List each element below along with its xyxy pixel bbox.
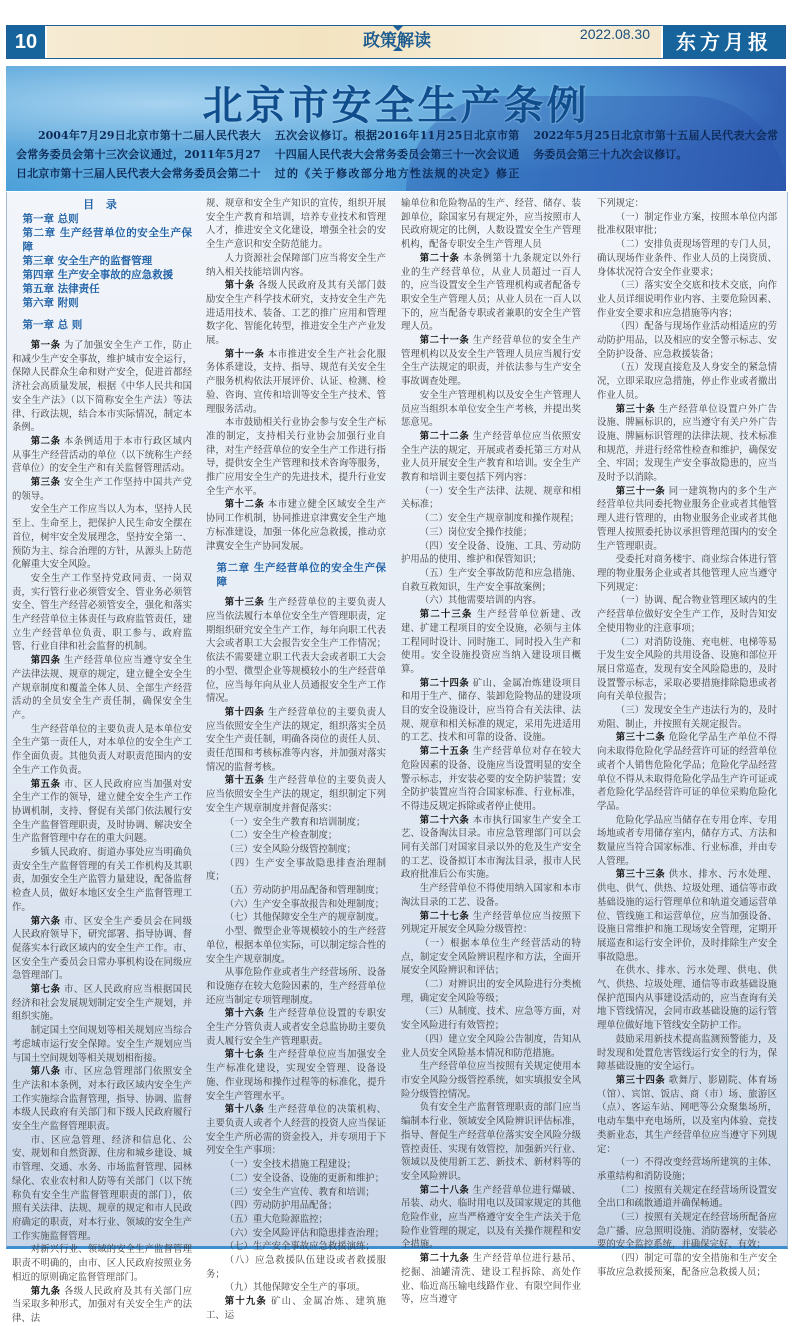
clause-number: 第三条 <box>30 477 61 489</box>
clause-text: 供水、排水、污水处理、供电、供气、供热、垃圾处理、通信等市政基础设施的运行管理单位和轨道交通运营单位、管线施工和运营单位，应当加强设备、设施日常维护和施工现场安全管理，定期开展巡查和运行安全评价，及时排除生产安全事故隐患。 <box>597 869 777 963</box>
article-clause <box>12 339 192 435</box>
clause-text: 生产经营单位应当遵守安全生产法律法规、规章的规定，建立健全安全生产规章制度和覆盖全体人员、全部生产经营活动的全员安全生产责任制，确保安全生产。 <box>12 655 192 721</box>
clause-text: （一）安全技术措施工程建设； <box>224 1159 357 1171</box>
clause-number: 第二十二条 <box>419 430 470 442</box>
list-item <box>597 279 777 320</box>
clause-text: 危险化学品生产单位不得向未取得危险化学品经营许可证的经营单位或者个人销售危险化学品；危险化学品经营单位不得从未取得危险化学品生产许可证或者危险化学品经营许可证的单位采购危险化学品。 <box>597 732 777 812</box>
clause-number: 第九条 <box>30 1285 61 1297</box>
clause-text: 生产经营单位不得使用纳入国家和本市淘汰目录的工艺、设备。 <box>401 883 581 908</box>
clause-text: （五）劳动防护用品配备和管理制度； <box>224 885 385 897</box>
paragraph <box>401 197 581 252</box>
toc-item: 第三章 安全生产的监督管理 <box>22 255 153 267</box>
article-clause <box>206 1295 386 1322</box>
clause-number: 第三十一条 <box>615 485 666 497</box>
clause-text: 生产经营单位应当按照有关规定使用本市安全风险分级管控系统，如实填报安全风险分级管控情况。 <box>401 1061 581 1100</box>
clause-text: 为了加强安全生产工作，防止和减少生产安全事故，维护城市安全运行，保障人民群众生命和财产安全，促进首都经济社会高质量发展，根据《中华人民共和国安全生产法》（以下简称安全生产法）等法律、行政法规，结合本市实际情况，制定本条例。 <box>12 340 192 434</box>
clause-text: 下列规定： <box>597 198 644 209</box>
column-text <box>206 197 386 1323</box>
article-clause <box>12 1065 192 1134</box>
paragraph <box>401 1101 581 1183</box>
paragraph <box>12 1024 192 1065</box>
clause-number: 第二十一条 <box>419 335 470 347</box>
clause-number: 第十四条 <box>224 706 265 718</box>
article-clause <box>401 334 581 389</box>
clause-text: （四）制定可靠的安全措施和生产安全事故应急救援预案，配备应急救援人员； <box>597 1253 777 1278</box>
article-clause <box>206 706 386 775</box>
list-item <box>206 1254 386 1281</box>
article-clause <box>206 1103 386 1158</box>
list-item <box>401 485 581 512</box>
list-item <box>401 512 581 526</box>
list-item <box>206 829 386 843</box>
article-column-2 <box>206 197 386 1323</box>
clause-text: （二）安全生产规章制度和操作规程； <box>419 513 580 525</box>
clause-text: 生产经营单位进行悬吊、挖掘、油罐清洗、建设工程拆除、高处作业、临近高压输电线路作业、有限空间作业等，应当遵守 <box>401 1253 581 1306</box>
toc-item: 第二章 生产经营单位的安全生产保障 <box>22 227 192 253</box>
article-clause <box>12 654 192 723</box>
clause-text: （四）配备与现场作业活动相适应的劳动防护用品，以及相应的安全警示标志、安全防护设备、应急救援装备； <box>597 321 777 360</box>
clause-text: 生产经营单位应当按照下列规定开展安全风险分级管控： <box>401 910 581 936</box>
clause-number: 第三十条 <box>615 403 656 415</box>
clause-text: 市、区应急管理部门依照安全生产法和本条例，对本行政区域内安全生产工作实施综合监督管理，指导、协调、监督本级人民政府有关部门和下级人民政府履行安全生产监督管理职责。 <box>12 1066 192 1133</box>
clause-number: 第十一条 <box>224 348 265 360</box>
clause-text: 生产经营单位设置户外广告设施、牌匾标识的，应当遵守有关户外广告设施、牌匾标识管理的法律法规、技术标准和规范，并进行经常性检查和维护，确保安全、牢固；发现生产安全事故隐患的，应当及时予以消除。 <box>597 403 777 484</box>
section-name: 政策解读 <box>307 26 487 51</box>
list-item <box>597 594 777 635</box>
clause-number: 第二十四条 <box>419 677 470 689</box>
article-clause <box>401 677 581 746</box>
clause-text: 市、区安全生产委员会在同级人民政府领导下，研究部署、指导协调、督促落实本行政区域内的安全生产工作。市、区安全生产委员会日常办事机构设在同级应急管理部门。 <box>12 915 192 982</box>
article-clause <box>12 778 192 847</box>
chapter-heading: 第一章 总 则 <box>22 319 83 331</box>
clause-text: （一）制定作业方案，按照本单位内部批准权限审批； <box>597 211 777 237</box>
article-clause <box>206 774 386 815</box>
article-clause <box>597 868 777 964</box>
article-clause <box>401 252 581 334</box>
clause-text: （一）不得改变经营场所建筑的主体、承重结构和消防设施； <box>597 1157 777 1182</box>
clause-number: 第十七条 <box>224 1049 265 1061</box>
clause-text: 本市执行国家生产安全工艺、设备淘汰目录。市应急管理部门可以会同有关部门对国家目录以外的危及生产安全的工艺、设备拟订本市淘汰目录，报市人民政府批准后公布实施。 <box>401 814 581 881</box>
clause-text: 本市鼓励相关行业协会参与安全生产标准的制定，支持相关行业协会加强行业自律，对生产经营单位的安全生产工作进行指导，提供安全生产管理和技术咨询等服务，推广应用安全生产的先进技术，提升行业安全生产水平。 <box>206 417 386 497</box>
clause-text: 矿山、金属冶炼建设项目和用于生产、储存、装卸危险物品的建设项目的安全设施设计，应当符合有关法律、法规、规章和相关标准的规定，采用先进适用的工艺、技术和可靠的设备、设施。 <box>401 677 581 744</box>
article-clause <box>401 1252 581 1307</box>
clause-number: 第二十八条 <box>419 1184 470 1196</box>
list-item <box>401 978 581 1005</box>
clause-text: 人力资源社会保障部门应当将安全生产纳入相关技能培训内容。 <box>206 252 386 278</box>
list-item <box>597 361 777 402</box>
clause-text: （五）生产安全事故防范和应急措施、自救互救知识，生产安全事故案例； <box>401 567 581 593</box>
clause-text: （五）发现直接危及人身安全的紧急情况，立即采取应急措施，停止作业或者撤出作业人员。 <box>597 362 777 401</box>
paragraph <box>12 846 192 915</box>
paragraph <box>206 925 386 966</box>
article-clause <box>206 1048 386 1103</box>
clause-text: 鼓励采用新技术提高监测预警能力，及时发现和处置危害管线运行安全的行为，保障基础设施的安全运行。 <box>597 1033 777 1073</box>
clause-number: 第一条 <box>30 340 61 351</box>
clause-number: 第十三条 <box>224 597 265 609</box>
clause-text: （二）安全设备、设施的更新和维护； <box>224 1172 385 1184</box>
paragraph <box>597 1033 777 1074</box>
paragraph <box>597 964 777 1033</box>
toc-item: 第一章 总则 <box>22 213 79 225</box>
clause-number: 第三十四条 <box>615 1075 666 1086</box>
paragraph <box>401 1060 581 1101</box>
clause-text: （三）按照有关规定在经营场所配备应急广播、应急照明设施、消防器材，安装必要的安全监控系统，并确保完好、有效； <box>597 1212 777 1251</box>
clause-number: 第七条 <box>30 984 61 996</box>
list-item <box>206 1281 386 1295</box>
article-clause <box>12 983 192 1024</box>
clause-number: 第二十七条 <box>419 910 470 922</box>
clause-text: （一）安全生产教育和培训制度； <box>224 816 366 828</box>
article-clause <box>597 485 777 554</box>
intro-paragraph: 2004年7月29日北京市第十二届人民代表大会常务委员会第十三次会议通过，2011年5月27日北京市第十三届人民代表大会常务委员会第二十五次会议修订。根据2016年11月25日北京市第十四届人民代表大会常务委员会第三十一次会议通过的《关于修改部分地方性法规的决定》修正2022年5月25日北京市第十五届人民代表大会常务委员会第三十九次会议修订。 <box>16 129 778 180</box>
clause-text: （三）发现安全生产违法行为的，及时劝阻、制止，并按照有关规定报告。 <box>597 705 777 730</box>
clause-number: 第五条 <box>30 778 61 790</box>
list-item <box>597 238 777 279</box>
clause-number: 第十九条 <box>224 1296 267 1308</box>
clause-text: 生产经营单位的决策机构、主要负责人或者个人经营的投资人应当保证安全生产所必需的资金投入，并专项用于下列安全生产事项： <box>206 1104 386 1157</box>
clause-text: 生产经营单位的主要负责人是本单位安全生产第一责任人，对本单位的安全生产工作全面负责。其他负责人对职责范围内的安全生产工作负责。 <box>12 723 192 776</box>
clause-text: （八）应急救援队伍建设或者救援服务； <box>206 1255 386 1280</box>
list-item <box>206 1240 386 1254</box>
paragraph <box>597 814 777 869</box>
clause-text: （四）安全设备、设施、工具、劳动防护用品的使用、维护和保管知识； <box>401 540 581 566</box>
clause-text: 生产经营单位的主要负责人应当依照安全生产法的规定，组织制定下列安全生产规章制度并督促落实： <box>206 775 386 814</box>
clause-number: 第十六条 <box>224 1008 265 1020</box>
clause-text: （四）生产安全事故隐患排查治理制度； <box>206 857 386 883</box>
list-item <box>401 937 581 978</box>
list-item <box>597 211 777 238</box>
article-clause <box>12 915 192 984</box>
newspaper-logo: 东方月报 <box>661 26 785 58</box>
clause-text: 对新兴行业、领域的安全生产监督管理职责不明确的，由市、区人民政府按照业务相近的原则确定监督管理部门。 <box>12 1244 192 1283</box>
clause-text: （三）从制度、技术、应急等方面，对安全风险进行有效管控； <box>401 1006 581 1032</box>
clause-number: 第二十六条 <box>419 814 470 826</box>
clause-text: （三）安全生产宣传、教育和培训； <box>224 1186 375 1198</box>
toc-item: 第四章 生产安全事故的应急救援 <box>22 269 174 281</box>
paragraph <box>206 252 386 279</box>
list-item <box>597 320 777 361</box>
clause-text: （四）建立安全风险公告制度，告知从业人员安全风险基本情况和防范措施。 <box>401 1033 581 1059</box>
clause-text: 负有安全生产监督管理职责的部门应当编制本行业、领域安全风险辨识评估标准，指导、督促生产经营单位落实安全风险分级管控责任、实现有效管控，加强新兴行业、领域以及使用新工艺、新技术、新材料等的安全风险辨识。 <box>401 1102 581 1182</box>
paragraph <box>12 572 192 654</box>
clause-text: 各级人民政府及其有关部门应当采取多种形式，加强对有关安全生产的法律、法 <box>12 1285 192 1324</box>
clause-text: 乡镇人民政府、街道办事处应当明确负责安全生产监督管理的有关工作机构及其职责，加强安全生产监管力量建设，配备监督检查人员，做好本地区安全生产监督管理工作。 <box>12 847 192 913</box>
clause-text: （六）安全风险评估和隐患排查治理； <box>224 1227 385 1239</box>
list-item <box>401 540 581 567</box>
clause-text: 本市推进安全生产社会化服务体系建设，支持、指导、规范有关安全生产服务机构依法开展评价、认证、检测、检验、咨询、宣传和培训等安全生产技术、管理服务活动。 <box>206 348 386 415</box>
clause-number: 第十条 <box>224 280 255 292</box>
list-item <box>206 1227 386 1241</box>
list-item <box>401 1005 581 1032</box>
clause-text: 生产经营单位的主要负责人应当依照安全生产法的规定，组织落实全员安全生产责任制，明确各岗位的责任人员、责任范围和考核标准等内容，并加强对落实情况的监督考核。 <box>206 706 386 773</box>
clause-text: （九）其他保障安全生产的事项。 <box>224 1282 366 1294</box>
list-item <box>401 567 581 594</box>
clause-text: （七）其他保障安全生产的规章制度。 <box>224 912 385 924</box>
article-clause <box>206 279 386 348</box>
list-item <box>206 898 386 912</box>
clause-number: 第三十三条 <box>615 869 666 881</box>
clause-text: 生产经营单位设置的专职安全生产分管负责人或者安全总监协助主要负责人履行安全生产管理职责。 <box>206 1008 386 1047</box>
clause-text: 受委托对商务楼宇、商业综合体进行管理的物业服务企业或者其他管理人应当遵守下列规定： <box>597 554 777 593</box>
article-clause <box>206 348 386 417</box>
column-text <box>12 318 192 1326</box>
clause-number: 第八条 <box>30 1066 61 1078</box>
issue-date: 2022.08.30 <box>579 26 650 42</box>
column-text <box>597 197 777 1280</box>
clause-text: （三）岗位安全操作技能； <box>419 526 533 538</box>
clause-text: 本市建立健全区域安全生产协同工作机制，协同推进京津冀安全生产地方标准建设，加强一体化应急救援，推动京津冀安全生产协同发展。 <box>206 499 386 552</box>
clause-text: 规、规章和安全生产知识的宣传，组织开展安全生产教育和培训，培养专业技术和管理人才，推进安全文化建设，增强全社会的安全生产意识和安全防范能力。 <box>206 198 386 251</box>
article-clause <box>597 1074 777 1156</box>
paragraph <box>12 503 192 572</box>
list-item <box>401 594 581 608</box>
article-clause <box>401 1184 581 1253</box>
clause-number: 第六条 <box>30 915 61 927</box>
clause-text: 市、区应急管理、经济和信息化、公安、规划和自然资源、住房和城乡建设、城市管理、交通、水务、市场监督管理、园林绿化、农业农村和人防等有关部门（以下统称负有安全生产监督管理职责的部门），依照有关法律、法规、规章的规定和市人民政府确定的职责，对本行业、领域的安全生产工作实施监督管理。 <box>12 1134 192 1242</box>
list-item <box>206 1199 386 1213</box>
article-clause <box>401 814 581 883</box>
clause-text: （六）其他需要培训的内容。 <box>419 595 542 607</box>
clause-text: 矿山、金属冶炼、建筑施工、运 <box>206 1296 386 1321</box>
list-item <box>206 884 386 898</box>
clause-number: 第二十条 <box>419 252 460 264</box>
article-clause <box>12 1285 192 1326</box>
clause-text: （七）生产安全事故应急救援演练； <box>224 1241 375 1253</box>
clause-text: （五）重大危险源监控； <box>224 1213 328 1225</box>
article-clause <box>401 910 581 937</box>
clause-text: 生产经营单位新建、改建、扩建工程项目的安全设施，必须与主体工程同时设计、同时施工、同时投入生产和使用。安全设施投资应当纳入建设项目概算。 <box>401 609 581 675</box>
clause-text: 安全生产工作坚持党政同责、一岗双责，实行管行业必须管安全、管业务必须管安全、管生产经营必须管安全，强化和落实生产经营单位主体责任与政府监管责任，建立生产经营单位负责、职工参与、政府监管、行业自律和社会监督的机制。 <box>12 572 192 653</box>
clause-number: 第二十三条 <box>419 609 473 621</box>
clause-text: 各级人民政府及其有关部门鼓励安全生产科学技术研究，支持安全生产先进适用技术、装备、工艺的推广应用和管理数字化、智能化转型，推进安全生产产业发展。 <box>206 280 386 347</box>
article-clause <box>206 1007 386 1048</box>
clause-text: （一）协调、配合物业管理区域内的生产经营单位做好安全生产工作，及时告知安全使用物业的注意事项； <box>597 595 777 634</box>
list-item <box>597 704 777 731</box>
article-clause <box>206 596 386 706</box>
article-column-1 <box>12 197 192 1326</box>
list-item <box>597 1184 777 1211</box>
clause-text: 生产经营单位对存在较大危险因素的设备、设施应当设置明显的安全警示标志，并安装必要的安全防护装置；安全防护装置应当符合国家标准、行业标准，不得违反规定拆除或者停止使用。 <box>401 746 581 812</box>
list-item <box>206 1186 386 1200</box>
paragraph <box>206 966 386 1007</box>
clause-text: 安全生产管理机构以及安全生产管理人员应当组织本单位安全生产考核，并提出奖惩意见。 <box>401 389 581 429</box>
list-item <box>597 1156 777 1183</box>
clause-text: 歌舞厅、影剧院、体育场（馆）、宾馆、饭店、商（市）场、旅游区（点）、客运车站、网吧等公众聚集场所，电动车集中充电场所，以及室内体验、竞技类新业态，其生产经营单位应当遵守下列规定： <box>597 1075 777 1155</box>
clause-text: 生产经营单位的主要负责人应当依法履行本单位安全生产管理职责，定期组织研究安全生产工作，每年向职工代表大会或者职工大会报告安全生产工作情况；依法不需要建立职工代表大会或者职工大会的小型、微型企业等规模较小的生产经营单位，应当每年向从业人员通报安全生产工作情况。 <box>206 597 386 705</box>
clause-text: 在供水、排水、污水处理、供电、供气、供热、垃圾处理、通信等市政基础设施保护范围内从事建设活动的，应当查询有关地下管线情况，会同市政基础设施的运行管理单位做好地下管线安全防护工作。 <box>597 965 777 1032</box>
clause-text: （二）按照有关规定在经营场所设置安全出口和疏散通道并确保畅通。 <box>597 1184 777 1210</box>
clause-text: （三）安全风险分级管控制度； <box>224 843 357 855</box>
article-column-3 <box>401 197 581 1307</box>
list-item <box>597 1252 777 1279</box>
paragraph <box>597 197 777 211</box>
list-item <box>206 1213 386 1227</box>
article-clause <box>401 430 581 485</box>
paragraph <box>206 416 386 498</box>
paragraph <box>206 197 386 252</box>
list-item <box>206 1172 386 1186</box>
article-clause <box>206 498 386 553</box>
paragraph <box>401 882 581 909</box>
clause-text: （四）劳动防护用品配备； <box>224 1200 338 1212</box>
clause-text: 市、区人民政府应当根据国民经济和社会发展规划制定安全生产规划，并组织实施。 <box>12 984 192 1023</box>
clause-number: 第十五条 <box>224 775 265 787</box>
paragraph <box>401 389 581 430</box>
list-item <box>597 1211 777 1252</box>
clause-text: 生产经营单位应当加强安全生产标准化建设，实现安全管理、设备设施、作业现场和操作过程等的标准化，提升安全生产管理水平。 <box>206 1049 386 1102</box>
clause-text: （二）对辨识出的安全风险进行分类梳理，确定安全风险等级； <box>401 979 581 1004</box>
list-item <box>401 526 581 540</box>
clause-text: 安全生产工作坚持中国共产党的领导。 <box>12 477 192 502</box>
clause-text: （六）生产安全事故报告和处理制度； <box>224 898 385 910</box>
paragraph <box>12 723 192 778</box>
clause-text: （二）安排负责现场管理的专门人员，确认现场作业条件、作业人员的上岗资质、身体状况符合安全作业要求； <box>597 239 777 278</box>
paragraph <box>12 1134 192 1244</box>
clause-text: 小型、微型企业等规模较小的生产经营单位，根据本单位实际，可以制定综合性的安全生产规章制度。 <box>206 926 386 965</box>
clause-text: （三）落实安全交底和技术交底，向作业人员详细说明作业内容、主要危险因素、作业安全要求和应急措施等内容； <box>597 280 777 319</box>
chapter-heading: 第二章 生产经营单位的安全生产保障 <box>216 562 386 589</box>
list-item <box>206 816 386 830</box>
list-item <box>206 911 386 925</box>
toc-title: 目 录 <box>83 198 121 211</box>
page-title: 北京市安全生产条例 <box>202 82 590 129</box>
article-clause <box>597 731 777 813</box>
page-number: 10 <box>7 26 47 58</box>
clause-text: 从事危险作业或者生产经营场所、设备和设施存在较大危险因素的，生产经营单位还应当制定专项管理制度。 <box>206 967 386 1006</box>
clause-text: 危险化学品应当储存在专用仓库、专用场地或者专用储存室内，储存方式、方法和数量应当符合国家标准、行业标准，并由专人管理。 <box>597 814 777 867</box>
list-item <box>206 857 386 884</box>
clause-text: （一）安全生产法律、法规、规章和相关标准； <box>401 485 581 511</box>
list-item <box>401 1033 581 1060</box>
clause-text: 生产经营单位应当依照安全生产法的规定，开展或者委托第三方对从业人员开展安全生产教育和培训。安全生产教育和培训主要包括下列内容： <box>401 430 581 484</box>
article-clause <box>401 608 581 677</box>
clause-text: （一）根据本单位生产经营活动的特点，制定安全风险辨识程序和方法，全面开展安全风险辨识和评估； <box>401 937 581 977</box>
clause-text: 生产经营单位的安全生产管理机构以及安全生产管理人员应当履行安全生产法规定的职责，并依法参与生产安全事故调查处理。 <box>401 335 581 388</box>
clause-number: 第十二条 <box>224 499 265 511</box>
clause-text: 安全生产工作应当以人为本，坚持人民至上、生命至上，把保护人民生命安全摆在首位，树牢安全发展理念，坚持安全第一、预防为主、综合治理的方针，从源头上防范化解重大安全风险。 <box>12 504 192 571</box>
clause-text: 同一建筑物内的多个生产经营单位共同委托物业服务企业或者其他管理人进行管理的，由物业服务企业或者其他管理人按照委托协议承担管理范围内的安全生产管理职责。 <box>597 485 777 552</box>
article-clause <box>401 745 581 814</box>
toc-item: 第五章 法律责任 <box>22 283 100 295</box>
clause-text: （二）安全生产检查制度； <box>224 830 338 842</box>
paragraph <box>597 553 777 594</box>
clause-number: 第十八条 <box>224 1104 265 1116</box>
article-clause <box>12 435 192 476</box>
column-text <box>401 197 581 1307</box>
clause-number: 第四条 <box>30 655 61 667</box>
toc-item: 第六章 附则 <box>22 297 79 309</box>
clause-number: 第二十九条 <box>419 1253 470 1265</box>
clause-text: 市、区人民政府应当加强对安全生产工作的领导，建立健全安全生产工作协调机制，支持、督促有关部门依法履行安全生产监督管理职责，及时协调、解决安全生产监督管理中存在的重大问题。 <box>12 778 192 845</box>
clause-text: 本条例第十九条规定以外行业的生产经营单位，从业人员超过一百人的，应当设置安全生产管理机构或者配备专职安全生产管理人员；从业人员在一百人以下的，应当配备专职或者兼职的安全生产管理人员。 <box>401 252 581 333</box>
clause-text: 输单位和危险物品的生产、经营、储存、装卸单位，除国家另有规定外，应当按照市人民政府规定的比例，人数设置安全生产管理机构，配备专职安全生产管理人员 <box>401 198 581 251</box>
clause-text: 制定国土空间规划等相关规划应当综合考虑城市运行安全保障。安全生产规划应当与国土空间规划等相关规划相衔接。 <box>12 1025 192 1064</box>
clause-number: 第二条 <box>30 435 61 447</box>
article-clause <box>597 403 777 485</box>
list-item <box>206 843 386 857</box>
clause-text: 生产经营单位进行爆破、吊装、动火、临时用电以及国家规定的其他危险作业，应当严格遵守安全生产法关于危险作业管理的规定，以及有关操作规程和安全措施。 <box>401 1184 581 1251</box>
article-column-4 <box>597 197 777 1280</box>
clause-text: 本条例适用于本市行政区域内从事生产经营活动的单位（以下统称生产经营单位）的安全生产和有关监督管理活动。 <box>12 435 192 475</box>
list-item <box>206 1158 386 1172</box>
list-item <box>597 636 777 705</box>
clause-number: 第二十五条 <box>419 746 470 758</box>
article-clause <box>12 476 192 503</box>
paragraph <box>12 1243 192 1284</box>
clause-text: （二）对消防设施、充电桩、电梯等易于发生安全风险的共用设备、设施和部位开展日常巡查，发现有安全风险隐患的，及时设置警示标志，采取必要措施排除隐患或者向有关单位报告； <box>597 636 777 703</box>
clause-number: 第三十二条 <box>615 732 666 744</box>
masthead <box>6 25 786 59</box>
title-banner <box>6 66 786 191</box>
table-of-contents <box>12 197 192 310</box>
